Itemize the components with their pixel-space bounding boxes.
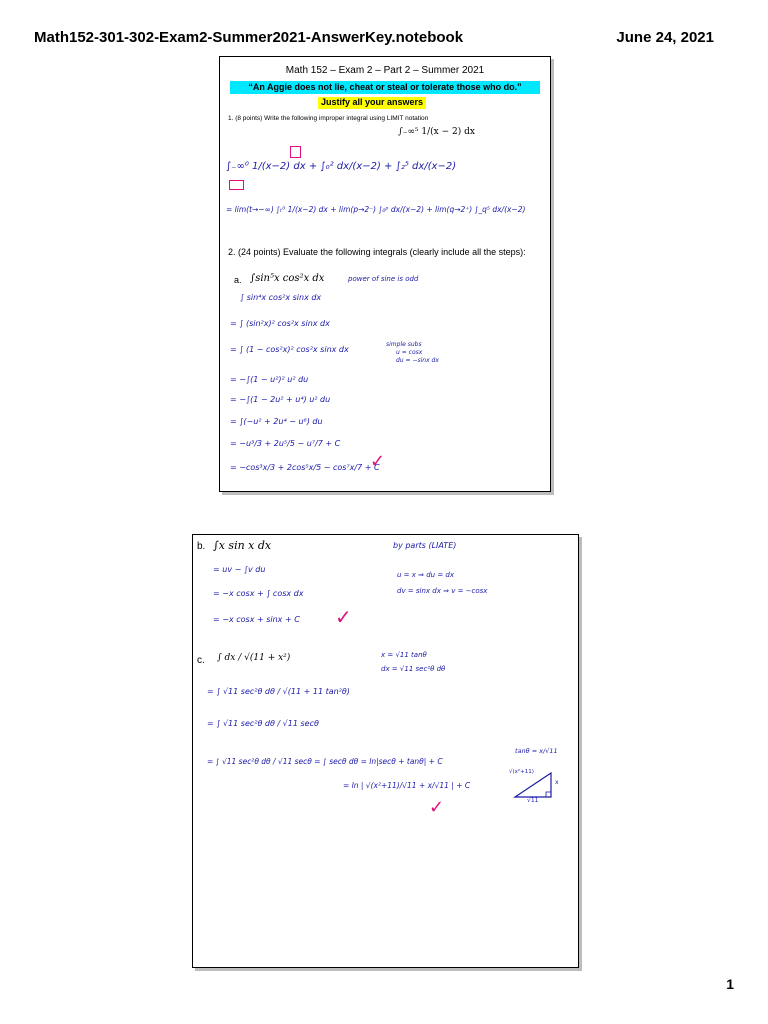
solution-step: = uv − ∫v du (213, 565, 266, 574)
notebook-title: Math152-301-302-Exam2-Summer2021-AnswerKey.notebook (34, 29, 464, 46)
question-1-work-line-2: = lim(t→−∞) ∫ₜ⁰ 1/(x−2) dx + lim(p→2⁻) ∫₀ᵖ dx/(x−2) + lim(q→2⁺) ∫_q⁵ dx/(x−2) (226, 205, 526, 214)
triangle-opposite: x (555, 779, 559, 786)
solution-step: = ∫(−u² + 2u⁴ − u⁶) du (230, 417, 323, 426)
solution-step: ∫ sin⁴x cos²x sinx dx (240, 293, 322, 302)
notebook-page-2 (192, 534, 579, 968)
triangle-tan-label: tanθ = x/√11 (515, 747, 558, 755)
page-number: 1 (726, 976, 734, 992)
highlight-box-neg-inf (229, 180, 244, 190)
solution-step: = −cos³x/3 + 2cos⁵x/5 − cos⁷x/7 + C (230, 463, 380, 472)
substitution-line: x = √11 tanθ (381, 651, 427, 659)
exam-title: Math 152 – Exam 2 – Part 2 – Summer 2021 (285, 65, 485, 76)
check-mark-icon: ✓ (335, 605, 352, 629)
honor-code: “An Aggie does not lie, cheat or steal or tolerate those who do.” (248, 82, 522, 92)
notebook-page-1 (219, 56, 551, 492)
check-mark-icon: ✓ (370, 451, 386, 472)
question-2b-label: b. (197, 541, 206, 552)
solution-step: = ∫ √11 sec²θ dθ / √11 secθ = ∫ secθ dθ = ln|secθ + tanθ| + C (207, 757, 443, 766)
substitution-line: u = cosx (396, 349, 423, 356)
question-2c-label: c. (197, 655, 205, 666)
notebook-date: June 24, 2021 (616, 29, 714, 46)
solution-step: = −∫(1 − u²)² u² du (230, 375, 309, 384)
parts-line: dv = sinx dx ⇒ v = −cosx (397, 587, 488, 595)
question-2a-label: a. (234, 275, 242, 285)
question-2a-note: power of sine is odd (348, 275, 419, 283)
substitution-line: dx = √11 sec²θ dθ (381, 665, 446, 673)
question-2a-integral: ∫sin⁵x cos²x dx (250, 273, 325, 284)
highlight-box-2 (290, 146, 301, 158)
solution-step: = ∫ √11 sec²θ dθ / √(11 + 11 tan²θ) (207, 687, 350, 696)
question-2b-note: by parts (LIATE) (393, 541, 457, 550)
justify-text: Justify all your answers (320, 97, 424, 107)
question-2b-integral: ∫x sin x dx (213, 539, 272, 552)
solution-step: = −u³/3 + 2u⁵/5 − u⁷/7 + C (230, 439, 341, 448)
solution-step: = −x cosx + sinx + C (213, 615, 300, 624)
solution-step: = −∫(1 − 2u² + u⁴) u² du (230, 395, 331, 404)
solution-step: = ln | √(x²+11)/√11 + x/√11 | + C (343, 781, 471, 790)
question-2c-integral: ∫ dx / √(11 + x²) (217, 653, 291, 663)
substitution-line: du = −sinx dx (396, 357, 439, 364)
solution-step: = −x cosx + ∫ cosx dx (213, 589, 304, 598)
triangle-adjacent: √11 (527, 797, 539, 804)
substitution-line: simple subs (386, 341, 422, 348)
parts-line: u = x ⇒ du = dx (397, 571, 454, 579)
question-1-integral: ∫₋∞⁵ 1/(x − 2) dx (398, 127, 475, 137)
solution-step: = ∫ (sin²x)² cos²x sinx dx (230, 319, 330, 328)
question-2-prompt: 2. (24 points) Evaluate the following integrals (clearly include all the steps): (228, 247, 526, 257)
check-mark-icon: ✓ (429, 797, 445, 818)
solution-step: = ∫ (1 − cos²x)² cos²x sinx dx (230, 345, 349, 354)
question-1-work-line-1: ∫₋∞⁰ 1/(x−2) dx + ∫₀² dx/(x−2) + ∫₂⁵ dx/(x−2) (226, 161, 457, 172)
solution-step: = ∫ √11 sec²θ dθ / √11 secθ (207, 719, 319, 728)
question-1-prompt: 1. (8 points) Write the following improper integral using LIMIT notation (228, 115, 429, 122)
triangle-hypotenuse: √(x²+11) (509, 769, 534, 775)
